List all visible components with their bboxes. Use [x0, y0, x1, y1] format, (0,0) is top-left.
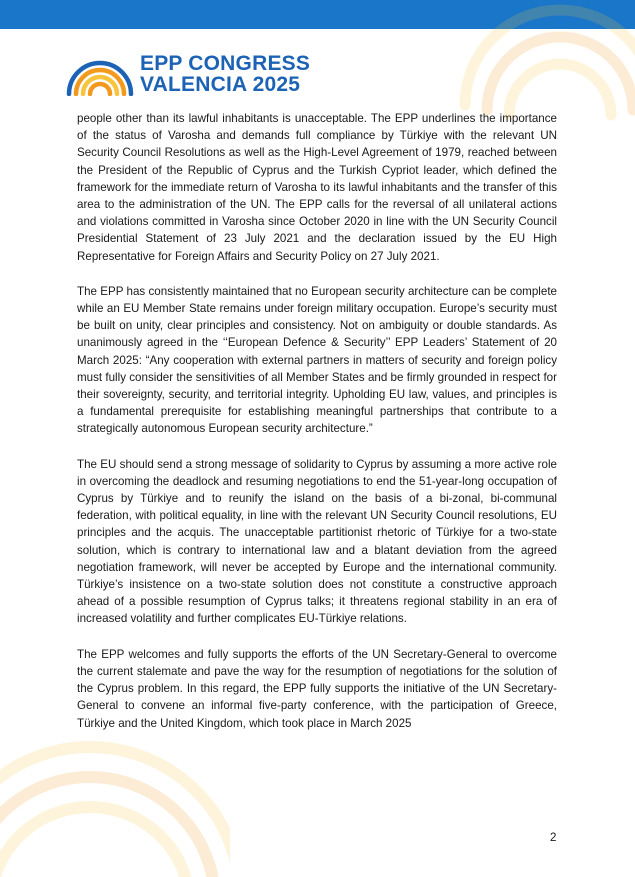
paragraph-un-efforts: The EPP welcomes and fully supports the efforts of the UN Secretary-General to overcome the current stalemate and pave the way for the resumption of negotiations for the solution of the Cyprus problem. In this regard, the EPP fully supports the initiative of the UN Secretary-General to convene an informal five-party conference, with the participation of Greece, Türkiye and the United Kingdom, which took place in March 2025: [77, 647, 557, 730]
paragraph-varosha: people other than its lawful inhabitants is unacceptable. The EPP underlines the importance of the status of Varosha and demands full compliance by Türkiye with the relevant UN Security Council Resolutions as well as the High-Level Agreement of 1979, reached between the President of the Republic of Cyprus and the Turkish Cypriot leader, which defined the framework for the immediate return of Varosha to its lawful inhabitants and the transfer of this area to the administration of the UN. The EPP calls for the reversal of all unilateral actions and violations committed in Varosha since October 2020 in line with the UN Security Council Presidential Statement of 23 July 2021 and the declaration issued by the EU High Representative for Foreign Affairs and Security Policy on 27 July 2021.: [77, 112, 557, 263]
page-number: 2: [550, 832, 557, 844]
decorative-arcs-bottom-left: [0, 737, 230, 877]
logo-subtitle: VALENCIA 2025: [140, 73, 301, 96]
document-body: [77, 110, 557, 750]
logo-arcs-icon: [64, 56, 136, 96]
logo-title: EPP CONGRESS: [140, 52, 311, 75]
paragraph-solidarity: The EU should send a strong message of solidarity to Cyprus by assuming a more active role in overcoming the deadlock and resuming negotiations to end the 51-year-long occupation of Cyprus by Türkiye and to reunify the island on the basis of a bi-zonal, bi-communal federation, with political equality, in line with the relevant UN Security Council resolutions, EU principles and the acquis. The unacceptable partitionist rhetoric of Türkiye for a two-state solution, which is contrary to international law and a blatant deviation from the agreed negotiation framework, will never be accepted by Europe and the international community. Türkiye’s insistence on a two-state solution does not constitute a constructive approach ahead of a possible resumption of Cyprus talks; it threatens regional stability in an era of increased volatility and further complicates EU-Türkiye relations.: [77, 457, 557, 626]
paragraph-security-architecture: The EPP has consistently maintained that no European security architecture can be complete while an EU Member State remains under foreign military occupation. Europe’s security must be built on unity, clear principles and consistency. Not on ambiguity or double standards. As unanimously agreed in the ‘‘European Defence & Security’’ EPP Leaders’ Statement of 20 March 2025: “Any cooperation with external partners in matters of security and foreign policy must fully consider the sensitivities of all Member States and be firmly grounded in respect for their sovereignty, security, and territorial integrity. Upholding EU law, values, and principles is a fundamental prerequisite for establishing meaningful partnerships that contribute to a strategically autonomous European security architecture.”: [77, 284, 557, 436]
header-bar: [0, 0, 635, 29]
epp-congress-logo: [64, 52, 324, 96]
